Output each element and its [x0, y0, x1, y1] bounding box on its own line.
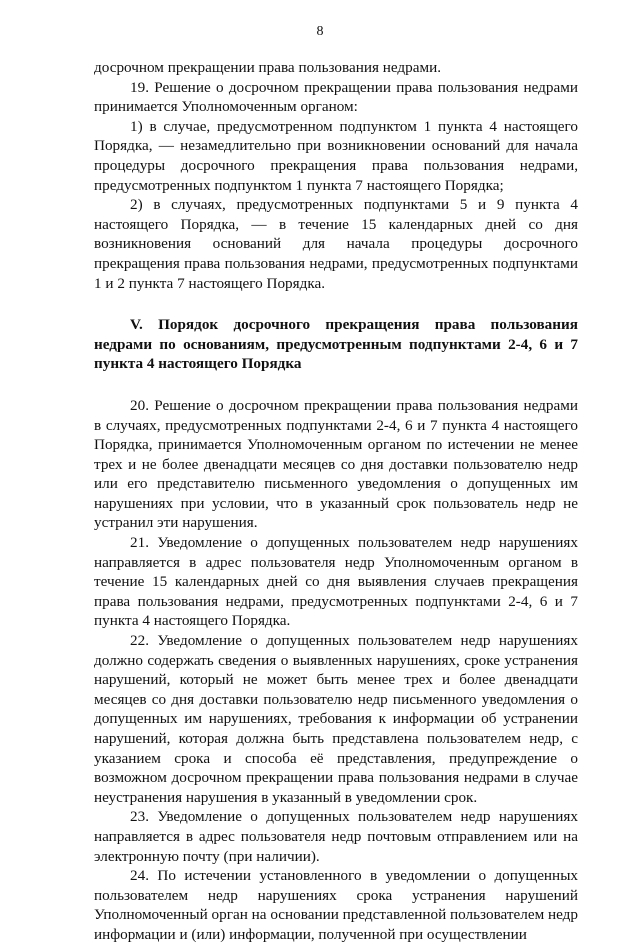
paragraph-continuation: досрочном прекращении права пользования недрами. — [94, 59, 442, 76]
paragraph-19-item-1: 1) в случае, предусмотренном подпунктом 1 пункта 4 настоящего Порядка, — незамедлительно при возникновении оснований для начала процедуры досрочного прекращения права пользования недрами, предусмотренных подпунктом 1 пункта 7 настоящего Порядка; — [94, 117, 578, 194]
paragraph-20: 20. Решение о досрочном прекращении права пользования недрами в случаях, предусмотренных подпунктами 2-4, 6 и 7 пункта 4 настоящего Порядка, принимается Уполномоченным органом по истечении не менее трех и не более двенадцати месяцев со дня доставки пользователю недр или его представителю письменного уведомления о допущенных им нарушениях при условии, что в указанный срок пользователь недр не устранил эти нарушения. — [94, 396, 578, 532]
section-heading-v: V. Порядок досрочного прекращения права пользования недрами по основаниям, предусмотренным подпунктами 2-4, 6 и 7 пункта 4 настоящего Порядка — [94, 316, 578, 373]
paragraph-22: 22. Уведомление о допущенных пользователем недр нарушениях должно содержать сведения о выявленных нарушениях, сроке устранения нарушений, который не может быть менее трех и более двенадцати месяцев со дня доставки пользователю недр письменного уведомления о допущенных им нарушениях, требования к информации об устранении нарушений, которая должна быть представлена пользователем недр, с указанием срока и способа её представления, предупреждение о возможном досрочном прекращении права пользования недрами в случае неустранения нарушения в указанный в уведомлении срок. — [94, 632, 578, 806]
paragraph-24: 24. По истечении установленного в уведомлении о допущенных пользователем недр нарушениях срока устранения нарушений Уполномоченный орган на основании представленной пользователем недр информации и (или) информации, полученной при осуществлении — [94, 867, 578, 943]
paragraph-19: 19. Решение о досрочном прекращении права пользования недрами принимается Уполномоченным органом: — [94, 78, 578, 116]
document-body — [94, 58, 578, 945]
paragraph-21: 21. Уведомление о допущенных пользователем недр нарушениях направляется в адрес пользователя недр Уполномоченным органом в течение 15 календарных дней со дня выявления случаев прекращения права пользования недрами, предусмотренных подпунктами 2-4, 6 и 7 пункта 4 настоящего Порядка. — [94, 534, 578, 630]
page-number: 8 — [316, 24, 324, 39]
paragraph-19-item-2: 2) в случаях, предусмотренных подпунктами 5 и 9 пункта 4 настоящего Порядка, — в течение 15 календарных дней со дня возникновения оснований для начала процедуры досрочного прекращения права пользования недрами, предусмотренных подпунктами 1 и 2 пункта 7 настоящего Порядка. — [94, 196, 578, 292]
paragraph-23: 23. Уведомление о допущенных пользователем недр нарушениях направляется в адрес пользователя недр почтовым отправлением или на электронную почту (при наличии). — [94, 808, 578, 865]
